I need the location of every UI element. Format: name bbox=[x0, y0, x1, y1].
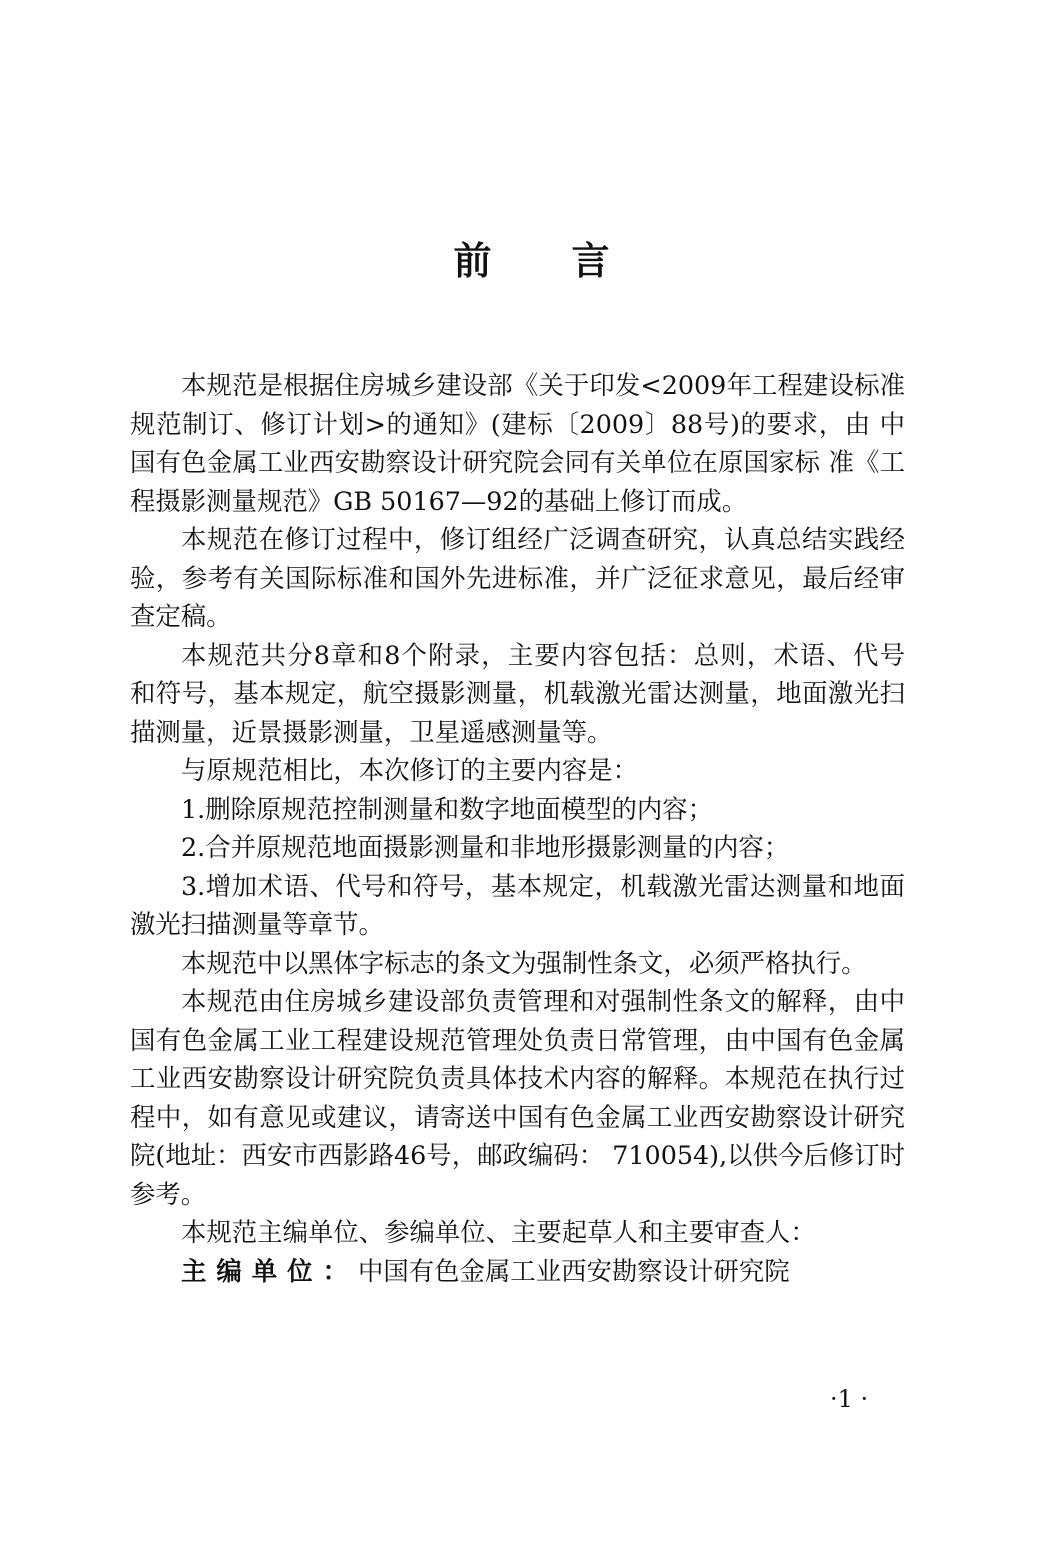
chief-editor-label: 主编单位： bbox=[181, 1255, 358, 1286]
paragraph-changes-intro: 与原规范相比，本次修订的主要内容是： bbox=[181, 755, 639, 785]
paragraph-basis: 本规范是根据住房城乡建设部《关于印发<2009年工程建设标准规范制订、修订计划>的通知》(建标〔2009〕88号)的要求，由 中国有色金属工业西安勘察设计研究院会同有关单位在原国家标 准《工程摄影测量规范》GB 50167—92的基础上修订而成。 bbox=[130, 370, 905, 516]
chief-editor-value: 中国有色金属工业西安勘察设计研究院 bbox=[357, 1255, 790, 1286]
paragraph-units-intro: 本规范主编单位、参编单位、主要起草人和主要审查人： bbox=[181, 1217, 816, 1247]
paragraph-revision-process: 本规范在修订过程中，修订组经广泛调查研究，认真总结实践经验，参考有关国际标准和国外先进标准，并广泛征求意见，最后经审查定稿。 bbox=[130, 524, 905, 631]
list-item-change-1: 1.删除原规范控制测量和数字地面模型的内容； bbox=[181, 793, 714, 824]
paragraph-contents: 本规范共分8章和8个附录，主要内容包括：总则，术语、代号 和符号，基本规定，航空摄影测量，机载激光雷达测量，地面激光扫 描测量，近景摄影测量，卫星遥感测量等。 bbox=[130, 639, 905, 747]
page-number: ·1 · bbox=[830, 1385, 869, 1413]
chief-editor-line bbox=[130, 1252, 905, 1291]
paragraph-management: 本规范由住房城乡建设部负责管理和对强制性条文的解释，由中国有色金属工业工程建设规范管理处负责日常管理，由中国有色金属工业西安勘察设计研究院负责具体技术内容的解释。本规范在执行过程中，如有意见或建议，请寄送中国有色金属工业西安勘察设计研究院(地址：西安市西影路46号，邮政编码： 710054),以供今后修订时参考。 bbox=[130, 986, 905, 1209]
list-item-change-2: 2.合并原规范地面摄影测量和非地形摄影测量的内容； bbox=[181, 832, 790, 862]
page-title: 前言 bbox=[453, 239, 690, 283]
list-item-change-3: 3.增加术语、代号和符号，基本规定，机载激光雷达测量和地面激光扫描测量等章节。 bbox=[130, 870, 905, 939]
preface-body bbox=[130, 366, 905, 1290]
paragraph-mandatory: 本规范中以黑体字标志的条文为强制性条文，必须严格执行。 bbox=[181, 947, 867, 978]
